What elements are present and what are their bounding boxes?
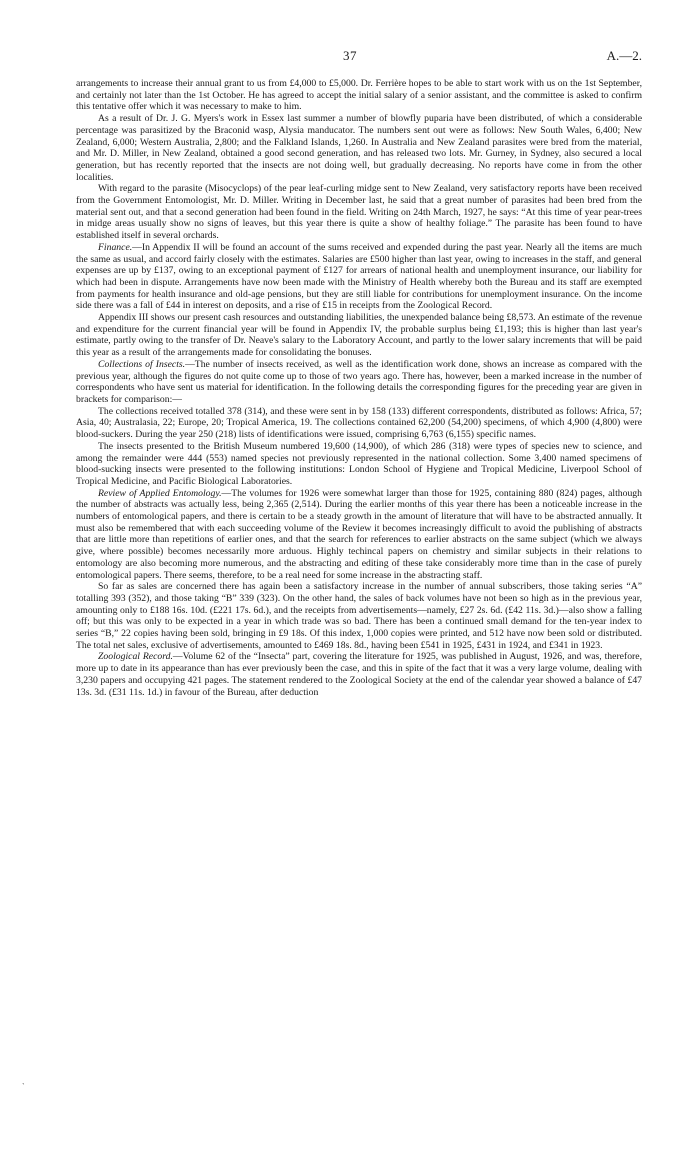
paragraph: With regard to the parasite (Misocyclops) of the pear leaf-curling midge sent to New Zealand, very satisfactory reports have been received from the Government Entomologist, Mr. D. Miller. Writing in December last, he said that a great number of parasites had been bred from the material sent out, and that a second generation had been found in the field. Writing on 24th March, 1927, he says: “At this time of year pear-trees in midge areas usually show no signs of leaves, but this year there is quite a show of healthy foliage.” The parasite has been found to have established itself in several orchards. [76, 183, 642, 242]
paragraph: Collections of Insects.—The number of insects received, as well as the identification work done, shows an increase as compared with the previous year, although the figures do not quite come up to those of two years ago. There has, however, been a marked increase in the number of correspondents who have sent us material for identification. In the following details the corresponding figures for the preceding year are given in brackets for comparison:— [76, 358, 642, 405]
page-number: 37 [343, 48, 357, 63]
paragraph: Appendix III shows our present cash resources and outstanding liabilities, the unexpended balance being £8,573. An estimate of the revenue and expenditure for the current financial year will be found in Appendix IV, the probable surplus being £1,193; this is higher than last year's estimate, partly owing to the transfer of Dr. Neave's salary to the Laboratory Account, and partly to the lower salary increments that will be paid this year as a result of the arrangements made for consolidating the bonuses. [76, 312, 642, 359]
paragraph: So far as sales are concerned there has again been a satisfactory increase in the number of annual subscribers, those taking series “A” totalling 393 (352), and those taking “B” 339 (323). On the other hand, the sales of back volumes have not been so high as in the previous year, amounting only to £188 16s. 10d. (£221 17s. 6d.), and the receipts from advertisements—namely, £27 2s. 6d. (£42 11s. 3d.)—also show a falling off; but this was only to be expected in a year in which trade was so bad. There has been a continued small demand for the ten-year index to series “B,” 22 copies having been sold, bringing in £9 18s. Of this index, 1,000 copies were printed, and 512 have now been sold or distributed. The total net sales, exclusive of advertisements, amounted to £469 18s. 8d., having been £541 in 1925, £431 in 1924, and £341 in 1923. [76, 581, 642, 651]
paragraph: arrangements to increase their annual grant to us from £4,000 to £5,000. Dr. Ferrière hopes to be able to start work with us on the 1st September, and certainly not later than the 1st October. He has agreed to accept the initial salary of a senior assistant, and the committee is asked to confirm this tentative offer which it was necessary to make to him. [76, 78, 642, 113]
paragraph: Finance.—In Appendix II will be found an account of the sums received and expended during the past year. Nearly all the items are much the same as usual, and accord fairly closely with the estimates. Salaries are £500 higher than last year, owing to increases in the staff, and general expenses are up by £137, owing to an exceptional payment of £127 for arrears of national health and unemployment insurance, our liability for which had been in dispute. Arrangements have now been made with the Ministry of Health whereby both the Bureau and its staff are exempted from payments for health insurance and old-age pensions, but they are still liable for contributions for unemployment insurance. On the income side there was a fall of £44 in interest on deposits, and a rise of £15 in receipts from the Zoological Record. [76, 241, 642, 312]
document-body [76, 78, 642, 698]
paragraph: Review of Applied Entomology.—The volumes for 1926 were somewhat larger than those for 1925, containing 880 (824) pages, although the number of abstracts was actually less, being 2,365 (2,514). During the earlier months of this year there has been a noticeable increase in the numbers of entomological papers, and there is certain to be a steady growth in the amount of literature that will have to be abstracted annually. It must also be remembered that with each succeeding volume of the Review it becomes increasingly difficult to avoid the publishing of abstracts that are little more than repetitions of earlier ones, and that the search for references to earlier abstracts on the same subject (which we always give, where possible) becomes necessarily more arduous. Highly techincal papers on chemistry and similar subjects in their relations to entomology are also becoming more numerous, and the abstracting and editing of these take considerably more time than in the case of purely entomological papers. There seems, therefore, to be a real need for some increase in the abstracting staff. [76, 487, 642, 581]
paragraph: The insects presented to the British Museum numbered 19,600 (14,900), of which 286 (318) were types of species new to science, and among the remainder were 444 (553) named species not previously represented in the national collection. Some 3,400 named specimens of blood-sucking insects were presented to the following institutions: London School of Hygiene and Tropical Medicine, Liverpool School of Tropical Medicine, and Pacific Biological Laboratories. [76, 440, 642, 487]
paragraph: Zoological Record.—Volume 62 of the “Insecta” part, covering the literature for 1925, was published in August, 1926, and was, therefore, more up to date in its appearance than has ever previously been the case, and this in spite of the fact that it was a very large volume, dealing with 3,230 papers and occupying 421 pages. The statement rendered to the Zoological Society at the end of the calendar year showed a balance of £47 13s. 3d. (£31 11s. 1d.) in favour of the Bureau, after deduction [76, 651, 642, 698]
paragraph: The collections received totalled 378 (314), and these were sent in by 158 (133) different correspondents, distributed as follows: Africa, 57; Asia, 40; Australasia, 22; Europe, 20; Tropical America, 19. The collections contained 62,200 (54,200) specimens, of which 4,900 (4,800) were blood-suckers. During the year 250 (218) lists of identifications were issued, comprising 6,763 (6,155) specific names. [76, 405, 642, 441]
document-reference: A.—2. [606, 48, 642, 63]
paragraph: As a result of Dr. J. G. Myers's work in Essex last summer a number of blowfly puparia have been distributed, of which a considerable percentage was parasitized by the Braconid wasp, Alysia manducator. The numbers sent out were as follows: New South Wales, 6,400; New Zealand, 6,000; Western Australia, 2,800; and the Falkland Islands, 1,260. In Australia and New Zealand parasites were bred from the material, and Mr. D. Miller, in New Zealand, obtained a good second generation, and has released two lots. Mr. Gurney, in Sydney, also secured a local generation, but has recently reported that the insects are not doing well, but gradually decreasing. No reports have come in from the other localities. [76, 113, 642, 183]
margin-mark: ` [22, 1082, 25, 1091]
